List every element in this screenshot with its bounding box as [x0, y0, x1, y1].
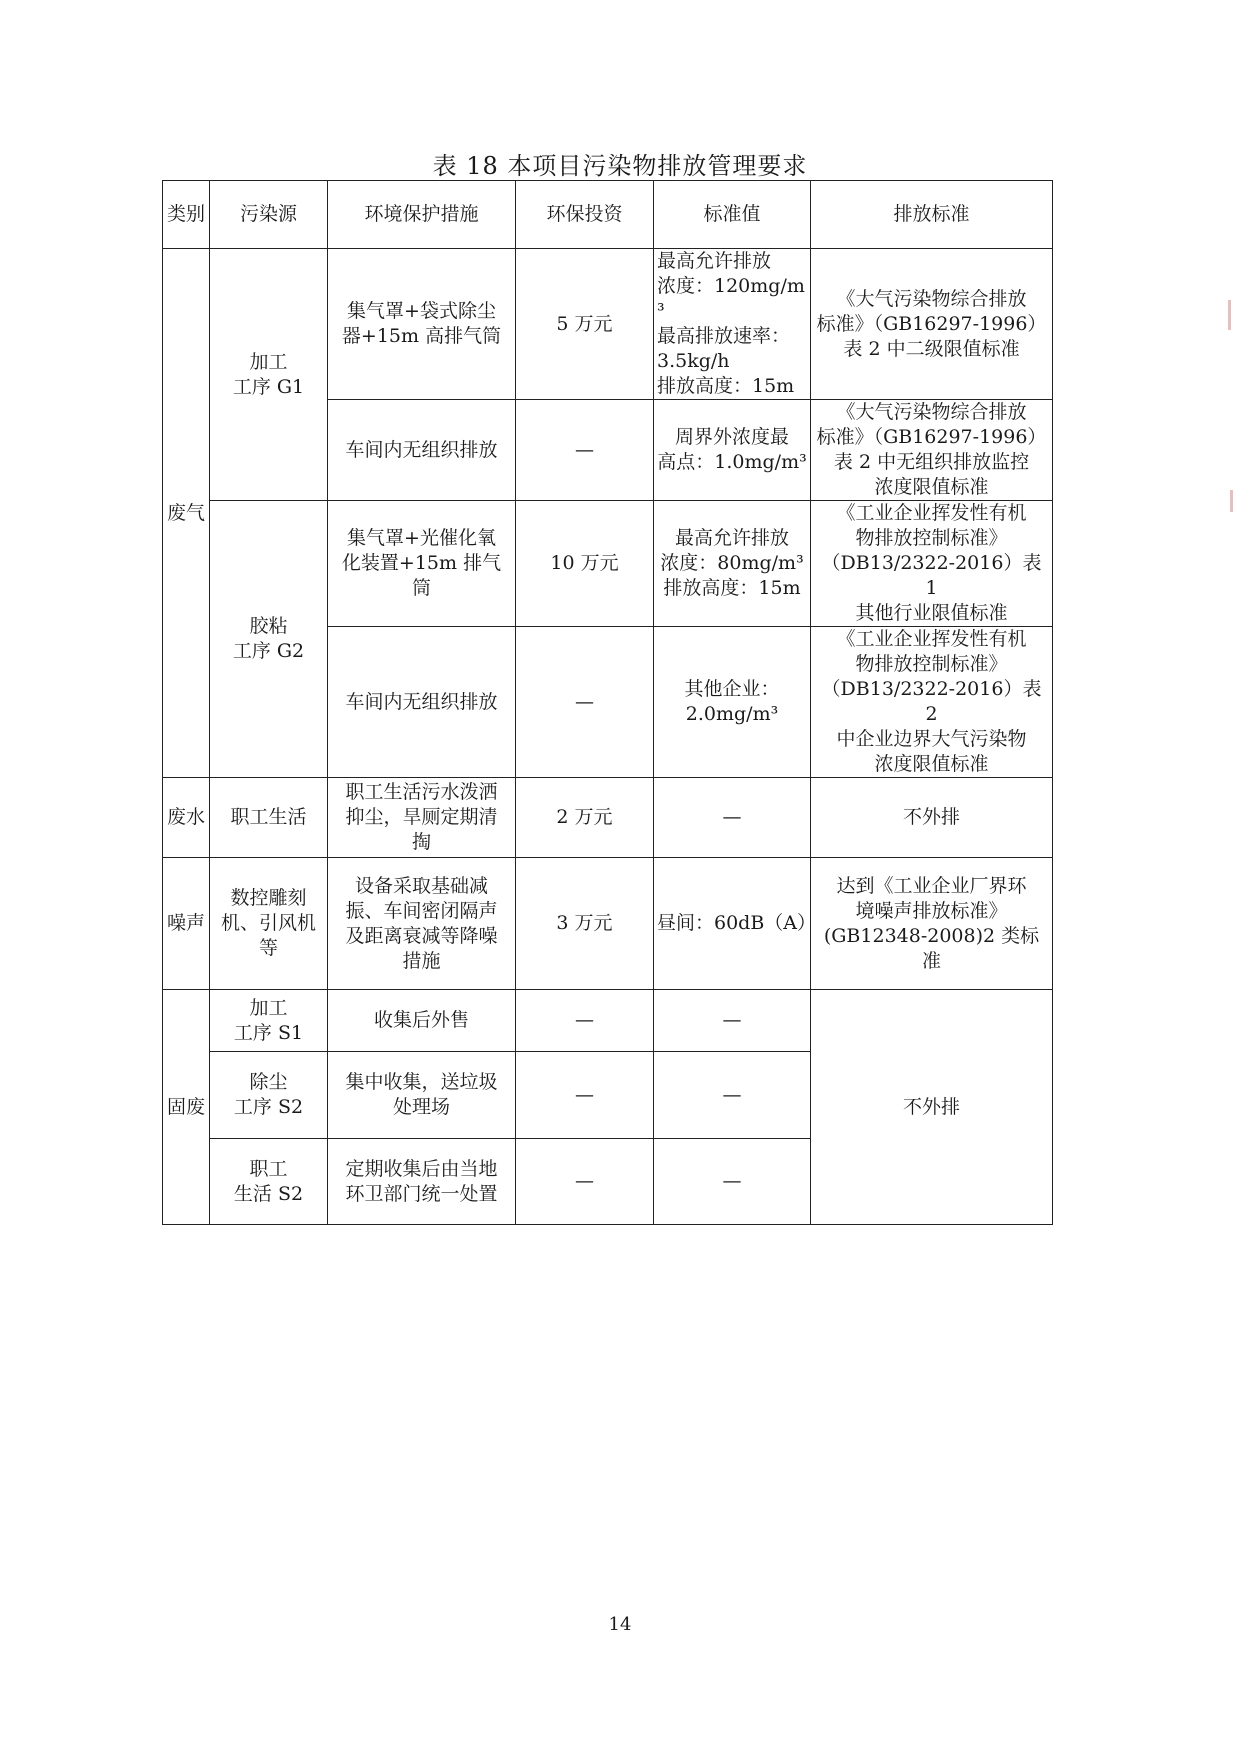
measure-cell: 集气罩+袋式除尘 器+15m 高排气筒: [328, 249, 516, 400]
standard-value-cell: 最高允许排放 浓度：80mg/m³ 排放高度：15m: [654, 501, 811, 627]
standard-value-cell: —: [654, 1052, 811, 1139]
source-cell: 除尘 工序 S2: [210, 1052, 328, 1139]
emission-standard-cell: 达到《工业企业厂界环 境噪声排放标准》 (GB12348-2008)2 类标 准: [811, 858, 1053, 990]
scan-margin-mark: [1230, 490, 1233, 512]
measure-cell: 车间内无组织排放: [328, 627, 516, 778]
emission-standard-cell: 《工业企业挥发性有机 物排放控制标准》 （DB13/2322-2016）表 2 中企业边界大气污染物 浓度限值标准: [811, 627, 1053, 778]
table-row: [163, 990, 1053, 1052]
category-cell: 噪声: [163, 858, 210, 990]
standard-value-cell: —: [654, 778, 811, 858]
measure-cell: 收集后外售: [328, 990, 516, 1052]
emission-standard-cell: 《大气污染物综合排放 标准》（GB16297-1996） 表 2 中二级限值标准: [811, 249, 1053, 400]
table-row: [163, 858, 1053, 990]
source-cell: 数控雕刻 机、引风机 等: [210, 858, 328, 990]
source-cell: 职工 生活 S2: [210, 1139, 328, 1225]
measure-cell: 车间内无组织排放: [328, 400, 516, 501]
investment-cell: 2 万元: [516, 778, 654, 858]
standard-value-cell: —: [654, 1139, 811, 1225]
source-cell: 职工生活: [210, 778, 328, 858]
measure-cell: 职工生活污水泼洒 抑尘，旱厕定期清 掏: [328, 778, 516, 858]
scan-margin-mark: [1228, 300, 1231, 330]
header-standard-value: 标准值: [654, 181, 811, 249]
standard-value-cell: —: [654, 990, 811, 1052]
emission-standard-cell: 不外排: [811, 990, 1053, 1225]
header-category: 类别: [163, 181, 210, 249]
measure-cell: 定期收集后由当地 环卫部门统一处置: [328, 1139, 516, 1225]
category-cell: 固废: [163, 990, 210, 1225]
source-cell: 加工 工序 S1: [210, 990, 328, 1052]
standard-value-cell: 周界外浓度最 高点：1.0mg/m³: [654, 400, 811, 501]
table-header-row: [163, 181, 1053, 249]
emission-management-table: [162, 180, 1053, 1225]
standard-value-cell: 昼间：60dB（A）: [654, 858, 811, 990]
header-source: 污染源: [210, 181, 328, 249]
standard-value-cell: 其他企业： 2.0mg/m³: [654, 627, 811, 778]
measure-cell: 集中收集，送垃圾 处理场: [328, 1052, 516, 1139]
header-emission-standard: 排放标准: [811, 181, 1053, 249]
investment-cell: —: [516, 990, 654, 1052]
header-measure: 环境保护措施: [328, 181, 516, 249]
standard-value-cell: 最高允许排放 浓度：120mg/m³ 最高排放速率： 3.5kg/h 排放高度：15m: [654, 249, 811, 400]
category-cell: 废气: [163, 249, 210, 778]
source-cell: 加工 工序 G1: [210, 249, 328, 501]
emission-standard-cell: 《工业企业挥发性有机 物排放控制标准》 （DB13/2322-2016）表 1 其他行业限值标准: [811, 501, 1053, 627]
emission-standard-cell: 不外排: [811, 778, 1053, 858]
page-number: 14: [608, 1614, 632, 1635]
investment-cell: 10 万元: [516, 501, 654, 627]
table-row: [163, 501, 1053, 627]
investment-cell: —: [516, 1052, 654, 1139]
emission-standard-cell: 《大气污染物综合排放 标准》（GB16297-1996） 表 2 中无组织排放监控 浓度限值标准: [811, 400, 1053, 501]
investment-cell: —: [516, 400, 654, 501]
investment-cell: 3 万元: [516, 858, 654, 990]
measure-cell: 集气罩+光催化氧 化装置+15m 排气 筒: [328, 501, 516, 627]
table-row: [163, 249, 1053, 400]
measure-cell: 设备采取基础减 振、车间密闭隔声 及距离衰减等降噪 措施: [328, 858, 516, 990]
table-row: [163, 778, 1053, 858]
category-cell: 废水: [163, 778, 210, 858]
source-cell: 胶粘 工序 G2: [210, 501, 328, 778]
header-investment: 环保投资: [516, 181, 654, 249]
table-caption: 表 18 本项目污染物排放管理要求: [432, 152, 808, 180]
investment-cell: 5 万元: [516, 249, 654, 400]
investment-cell: —: [516, 1139, 654, 1225]
investment-cell: —: [516, 627, 654, 778]
